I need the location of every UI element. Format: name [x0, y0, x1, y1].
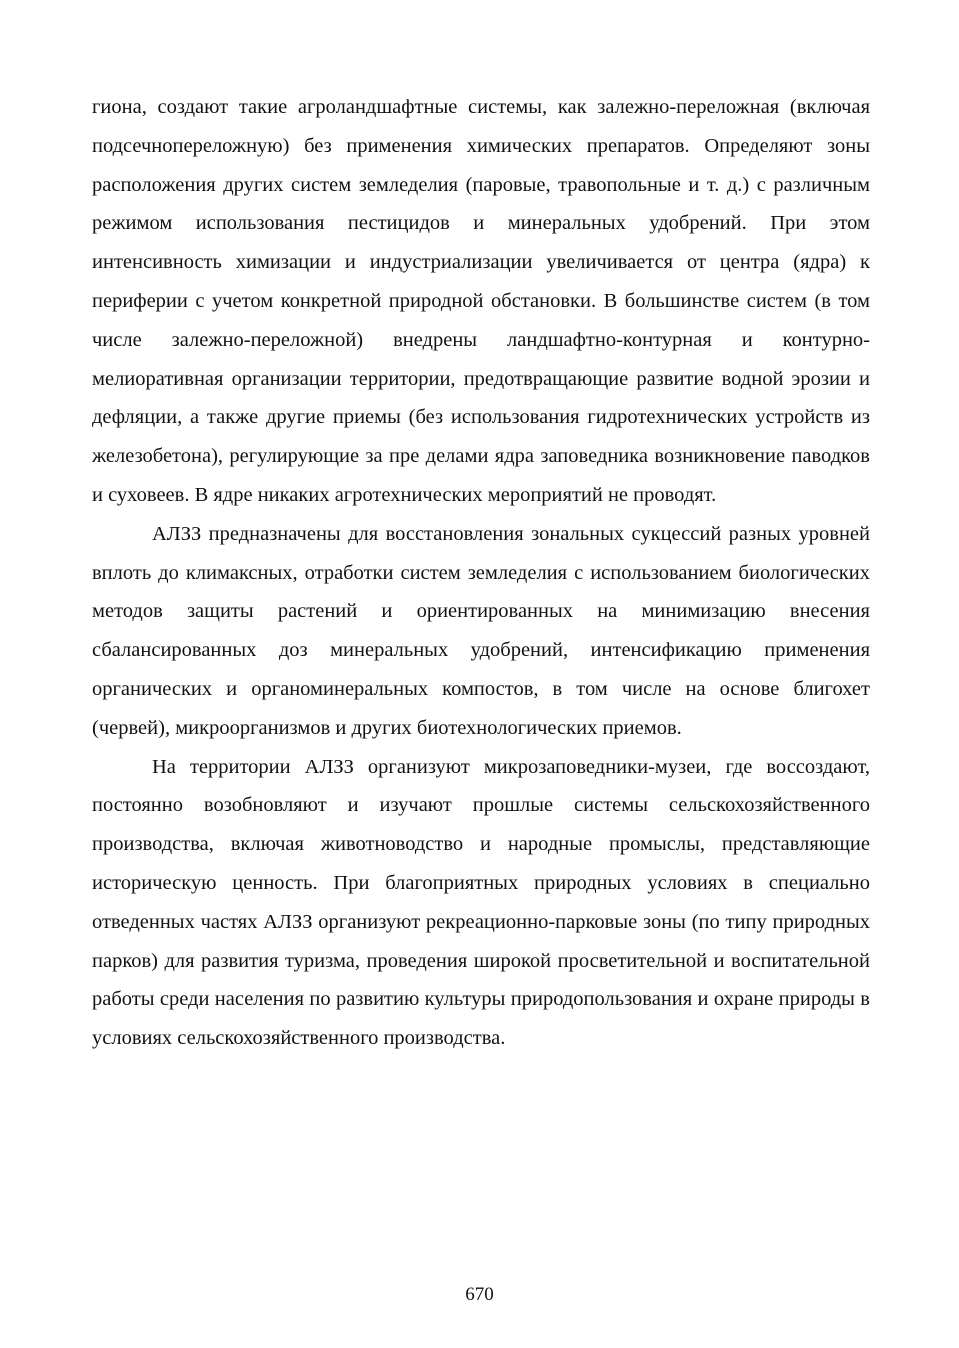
paragraph-continued: гиона, создают такие агроландшафтные системы, как залежно-переложная (включая подсечнопереложную) без применения химических препаратов. Определяют зоны расположения других систем земледелия (паровые, травопольные и т. д.) с различным режимом использования пестицидов и минеральных удобрений. При этом интенсивность химизации и индустриализации увеличивается от центра (ядра) к периферии с учетом конкретной природной обстановки. В большинстве систем (в том числе залежно-переложной) внедрены ландшафтно-контурная и контурно-мелиоративная организации территории, предотвращающие развитие водной эрозии и дефляции, а также другие приемы (без использования гидротехнических устройств из железобетона), регулирующие за пре делами ядра заповедника возникновение паводков и суховеев. В ядре никаких агротехнических мероприятий не проводят.	[92, 96, 870, 506]
paragraph-alzz-purpose: АЛЗЗ предназначены для восстановления зональных сукцессий разных уровней вплоть до климаксных, отработки систем земледелия с использованием биологических методов защиты растений и ориентированных на минимизацию внесения сбалансированных доз минеральных удобрений, интенсификацию применения органических и органоминеральных компостов, в том числе на основе блигохет (червей), микроорганизмов и других биотехнологических приемов.	[92, 522, 870, 739]
page-body	[92, 88, 870, 1058]
page-number: 670	[465, 1284, 494, 1305]
paragraph-alzz-territory: На территории АЛЗЗ организуют микрозаповедники-музеи, где воссоздают, постоянно возобновляют и изучают прошлые системы сельскохозяйственного производства, включая животноводство и народные промыслы, представляющие историческую ценность. При благоприятных природных условиях в специально отведенных частях АЛЗЗ организуют рекреационно-парковые зоны (по типу природных парков) для развития туризма, проведения широкой просветительной и воспитательной работы среди населения по развитию культуры природопользования и охране природы в условиях сельскохозяйственного производства.	[92, 755, 870, 1050]
